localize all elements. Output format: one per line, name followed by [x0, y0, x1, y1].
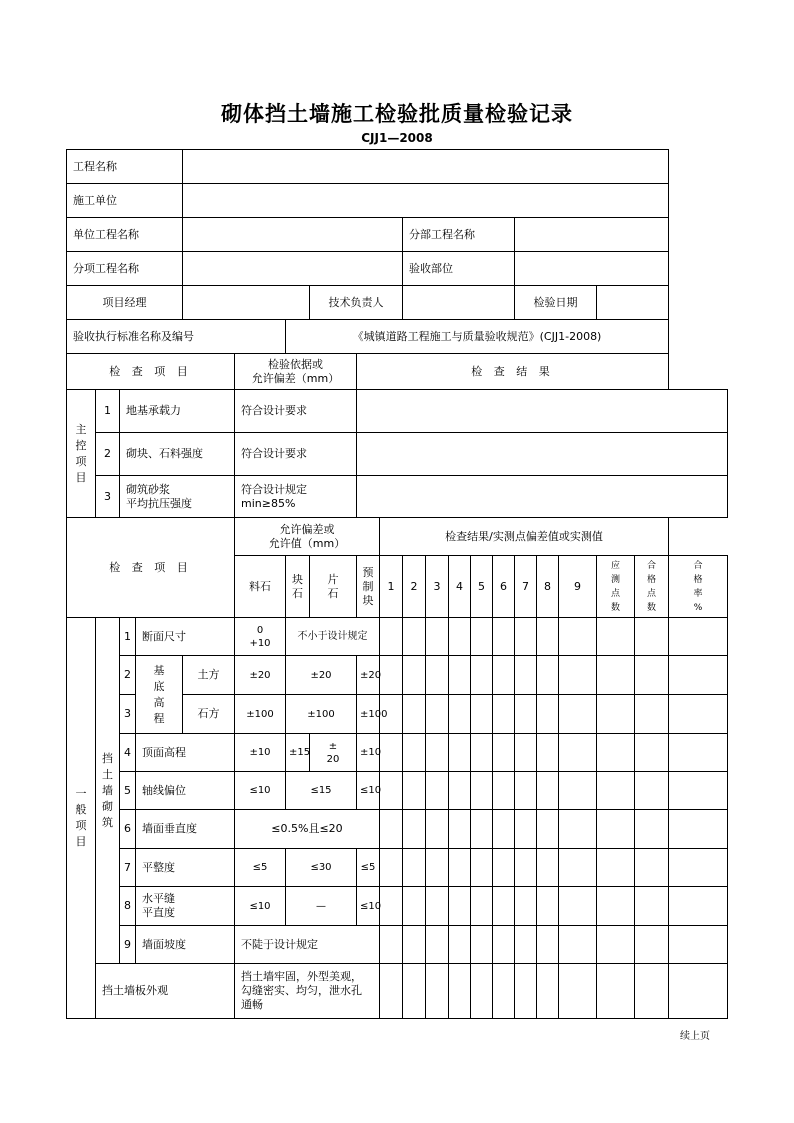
tolerance-value: ±15 — [286, 734, 310, 772]
measure-cell[interactable] — [537, 618, 559, 656]
measure-cell[interactable] — [537, 810, 559, 849]
measure-cell[interactable] — [635, 695, 669, 734]
base-elevation-label: 基 底 高 程 — [136, 656, 183, 734]
measure-cell[interactable] — [449, 810, 471, 849]
measure-cell[interactable] — [403, 695, 426, 734]
measure-cell[interactable] — [493, 618, 515, 656]
main-result-header: 检 查 结 果 — [357, 354, 669, 390]
measure-cell[interactable] — [669, 656, 728, 695]
measure-cell[interactable] — [669, 887, 728, 926]
measure-cell[interactable] — [471, 772, 493, 810]
inspection-record-table — [66, 149, 728, 1019]
tolerance-value: ≤0.5%且≤20 — [235, 810, 380, 849]
measure-cell[interactable] — [597, 656, 635, 695]
general-row-name: 墙面垂直度 — [136, 810, 235, 849]
qualified-points-col: 合 格 点 数 — [635, 556, 669, 618]
measure-cell[interactable] — [403, 772, 426, 810]
measure-cell[interactable] — [635, 734, 669, 772]
tolerance-value: ≤15 — [286, 772, 357, 810]
measure-cell[interactable] — [493, 849, 515, 887]
measure-cell[interactable] — [471, 964, 493, 1019]
measure-cell[interactable] — [493, 734, 515, 772]
point-col: 7 — [515, 556, 537, 618]
point-col: 6 — [493, 556, 515, 618]
project-name-label: 工程名称 — [67, 150, 183, 184]
measure-cell[interactable] — [669, 772, 728, 810]
inspection-date-label: 检验日期 — [515, 286, 597, 320]
project-manager-label: 项目经理 — [67, 286, 183, 320]
measure-cell[interactable] — [380, 734, 403, 772]
measure-cell[interactable] — [493, 964, 515, 1019]
measure-cell[interactable] — [559, 618, 597, 656]
technical-lead-value[interactable] — [403, 286, 515, 320]
measure-cell[interactable] — [515, 618, 537, 656]
tolerance-value: ± 20 — [310, 734, 357, 772]
tolerance-value: ≤10 — [357, 772, 380, 810]
measure-cell[interactable] — [380, 926, 403, 964]
measure-cell[interactable] — [449, 887, 471, 926]
general-row-no: 7 — [120, 849, 136, 887]
point-col: 9 — [559, 556, 597, 618]
measure-cell[interactable] — [493, 656, 515, 695]
tolerance-value: ±10 — [235, 734, 286, 772]
general-row-name: 土方 — [183, 656, 235, 695]
measure-cell[interactable] — [559, 887, 597, 926]
measure-cell[interactable] — [597, 810, 635, 849]
measure-cell[interactable] — [669, 849, 728, 887]
measure-cell[interactable] — [537, 734, 559, 772]
measure-cell[interactable] — [403, 810, 426, 849]
measure-cell[interactable] — [597, 849, 635, 887]
required-points-col: 应 测 点 数 — [597, 556, 635, 618]
general-row-name: 墙面坡度 — [136, 926, 235, 964]
measure-cell[interactable] — [515, 695, 537, 734]
tolerance-value: ≤10 — [235, 887, 286, 926]
general-row-no: 3 — [120, 695, 136, 734]
general-row-no: 6 — [120, 810, 136, 849]
inspection-part-value[interactable] — [515, 252, 669, 286]
measure-cell[interactable] — [515, 772, 537, 810]
measure-cell[interactable] — [559, 656, 597, 695]
measure-cell[interactable] — [537, 772, 559, 810]
standard-label: 验收执行标准名称及编号 — [67, 320, 286, 354]
measure-cell[interactable] — [471, 887, 493, 926]
measure-cell[interactable] — [449, 656, 471, 695]
main-item-header: 检 查 项 目 — [67, 354, 235, 390]
measure-cell[interactable] — [426, 695, 449, 734]
measure-cell[interactable] — [426, 887, 449, 926]
general-row-name: 顶面高程 — [136, 734, 235, 772]
point-col: 1 — [380, 556, 403, 618]
main-item-no: 1 — [96, 390, 120, 433]
material-col-block-stone: 块石 — [286, 556, 310, 618]
measure-cell[interactable] — [426, 656, 449, 695]
measure-cell[interactable] — [471, 926, 493, 964]
continued-note: 续上页 — [680, 1031, 710, 1042]
measure-cell[interactable] — [471, 695, 493, 734]
measure-cell[interactable] — [537, 695, 559, 734]
measure-cell[interactable] — [669, 734, 728, 772]
measure-cell[interactable] — [426, 618, 449, 656]
point-col: 5 — [471, 556, 493, 618]
main-item-name: 砌块、石料强度 — [120, 433, 235, 476]
point-col: 8 — [537, 556, 559, 618]
measure-cell[interactable] — [449, 772, 471, 810]
measure-cell[interactable] — [449, 849, 471, 887]
point-col: 3 — [426, 556, 449, 618]
tolerance-value: ±100 — [286, 695, 357, 734]
measure-cell[interactable] — [471, 810, 493, 849]
measure-cell[interactable] — [669, 618, 728, 656]
main-item-name: 地基承载力 — [120, 390, 235, 433]
measure-cell[interactable] — [537, 849, 559, 887]
main-item-result[interactable] — [357, 433, 728, 476]
point-col: 2 — [403, 556, 426, 618]
measure-cell[interactable] — [597, 695, 635, 734]
measure-cell[interactable] — [449, 618, 471, 656]
measure-cell[interactable] — [426, 849, 449, 887]
unit-project-name-value[interactable] — [183, 218, 403, 252]
measure-cell[interactable] — [380, 656, 403, 695]
measure-cell[interactable] — [635, 618, 669, 656]
measure-cell[interactable] — [559, 964, 597, 1019]
measure-cell[interactable] — [515, 849, 537, 887]
measure-cell[interactable] — [559, 734, 597, 772]
measure-cell[interactable] — [403, 849, 426, 887]
main-basis-header: 检验依据或 允许偏差（mm） — [235, 354, 357, 390]
material-col-precast-block: 预制 块 — [357, 556, 380, 618]
tolerance-value: ±20 — [235, 656, 286, 695]
measure-cell[interactable] — [669, 695, 728, 734]
measure-cell[interactable] — [635, 772, 669, 810]
measure-cell[interactable] — [515, 926, 537, 964]
main-item-no: 2 — [96, 433, 120, 476]
measure-cell[interactable] — [537, 964, 559, 1019]
tolerance-value: 不陡于设计规定 — [235, 926, 380, 964]
measure-cell[interactable] — [559, 772, 597, 810]
standard-value: 《城镇道路工程施工与质量验收规范》(CJJ1-2008) — [286, 320, 669, 354]
inspection-part-label: 验收部位 — [403, 252, 515, 286]
division-project-name-label: 分部工程名称 — [403, 218, 515, 252]
division-project-name-value[interactable] — [515, 218, 669, 252]
tolerance-value: ±100 — [235, 695, 286, 734]
general-row-no: 1 — [120, 618, 136, 656]
general-row-name: 石方 — [183, 695, 235, 734]
material-col-slab-stone: 片 石 — [310, 556, 357, 618]
measure-cell[interactable] — [597, 887, 635, 926]
unit-project-name-label: 单位工程名称 — [67, 218, 183, 252]
general-row-no: 2 — [120, 656, 136, 695]
measure-cell[interactable] — [669, 926, 728, 964]
measure-cell[interactable] — [403, 734, 426, 772]
technical-lead-label: 技术负责人 — [310, 286, 403, 320]
qualified-rate-col: 合 格 率 % — [669, 556, 728, 618]
measure-cell[interactable] — [449, 926, 471, 964]
measure-cell[interactable] — [493, 810, 515, 849]
measure-cell[interactable] — [559, 695, 597, 734]
measure-cell[interactable] — [493, 695, 515, 734]
project-manager-value[interactable] — [183, 286, 310, 320]
measure-cell[interactable] — [515, 810, 537, 849]
construction-unit-label: 施工单位 — [67, 184, 183, 218]
measure-cell[interactable] — [515, 656, 537, 695]
tolerance-value: — — [286, 887, 357, 926]
page-title: 砌体挡土墙施工检验批质量检验记录 — [221, 102, 573, 126]
tolerance-value: ±10 — [357, 734, 380, 772]
measure-cell[interactable] — [669, 810, 728, 849]
appearance-requirement: 挡土墙牢固，外型美观， 勾缝密实、均匀，泄水孔 通畅 — [235, 964, 380, 1019]
tolerance-value: ≤10 — [235, 772, 286, 810]
measure-cell[interactable] — [380, 810, 403, 849]
tolerance-value: 不小于设计规定 — [286, 618, 380, 656]
general-row-no: 9 — [120, 926, 136, 964]
measure-cell[interactable] — [537, 656, 559, 695]
general-tolerance-header: 允许偏差或 允许值（mm） — [235, 518, 380, 556]
main-item-requirement: 符合设计要求 — [235, 390, 357, 433]
measure-cell[interactable] — [597, 772, 635, 810]
general-row-name: 平整度 — [136, 849, 235, 887]
measure-cell[interactable] — [449, 964, 471, 1019]
measure-cell[interactable] — [380, 849, 403, 887]
project-name-value[interactable] — [183, 150, 669, 184]
general-row-no: 4 — [120, 734, 136, 772]
general-row-name: 轴线偏位 — [136, 772, 235, 810]
measure-cell[interactable] — [635, 656, 669, 695]
general-row-no: 8 — [120, 887, 136, 926]
measure-cell[interactable] — [380, 618, 403, 656]
tolerance-value: ≤10 — [357, 887, 380, 926]
measure-cell[interactable] — [635, 810, 669, 849]
measure-cell[interactable] — [426, 964, 449, 1019]
general-group-label: 一 般 项 目 — [67, 618, 96, 1019]
measure-cell[interactable] — [471, 849, 493, 887]
material-col-dressed-stone: 料石 — [235, 556, 286, 618]
measure-cell[interactable] — [597, 734, 635, 772]
main-control-group-label: 主 控 项 目 — [67, 390, 96, 518]
measure-cell[interactable] — [471, 618, 493, 656]
measure-cell[interactable] — [493, 772, 515, 810]
tolerance-value: ±20 — [357, 656, 380, 695]
measure-cell[interactable] — [635, 849, 669, 887]
general-item-header: 检 查 项 目 — [67, 518, 235, 618]
measure-cell[interactable] — [537, 926, 559, 964]
measure-cell[interactable] — [380, 772, 403, 810]
measure-cell[interactable] — [449, 734, 471, 772]
measure-cell[interactable] — [597, 618, 635, 656]
measure-cell[interactable] — [559, 926, 597, 964]
point-col: 4 — [449, 556, 471, 618]
measure-cell[interactable] — [380, 887, 403, 926]
main-item-name: 砌筑砂浆 平均抗压强度 — [120, 476, 235, 518]
measure-cell[interactable] — [597, 964, 635, 1019]
measure-cell[interactable] — [493, 887, 515, 926]
tolerance-value: ≤5 — [235, 849, 286, 887]
measure-cell[interactable] — [471, 656, 493, 695]
general-row-name: 水平缝 平直度 — [136, 887, 235, 926]
measure-cell[interactable] — [403, 964, 426, 1019]
measure-cell[interactable] — [515, 734, 537, 772]
measure-cell[interactable] — [426, 926, 449, 964]
measure-cell[interactable] — [669, 964, 728, 1019]
measure-cell[interactable] — [559, 810, 597, 849]
tolerance-value: ≤30 — [286, 849, 357, 887]
tolerance-value: ±100 — [357, 695, 380, 734]
main-item-result[interactable] — [357, 476, 728, 518]
measure-cell[interactable] — [403, 887, 426, 926]
measure-cell[interactable] — [635, 964, 669, 1019]
general-row-name: 断面尺寸 — [136, 618, 235, 656]
general-result-header: 检查结果/实测点偏差值或实测值 — [380, 518, 669, 556]
main-item-no: 3 — [96, 476, 120, 518]
measure-cell[interactable] — [635, 887, 669, 926]
subitem-project-name-label: 分项工程名称 — [67, 252, 183, 286]
tolerance-value: ≤5 — [357, 849, 380, 887]
measure-cell[interactable] — [493, 926, 515, 964]
main-item-result[interactable] — [357, 390, 728, 433]
measure-cell[interactable] — [426, 772, 449, 810]
tolerance-value: ±20 — [286, 656, 357, 695]
measure-cell[interactable] — [597, 926, 635, 964]
measure-cell[interactable] — [449, 695, 471, 734]
main-item-requirement: 符合设计要求 — [235, 433, 357, 476]
measure-cell[interactable] — [515, 887, 537, 926]
measure-cell[interactable] — [403, 926, 426, 964]
main-item-requirement: 符合设计规定 min≥85% — [235, 476, 357, 518]
measure-cell[interactable] — [635, 926, 669, 964]
retaining-wall-masonry-label: 挡 土 墙 砌 筑 — [96, 618, 120, 964]
measure-cell[interactable] — [471, 734, 493, 772]
appearance-label: 挡土墙板外观 — [96, 964, 235, 1019]
measure-cell[interactable] — [515, 964, 537, 1019]
inspection-date-value[interactable] — [597, 286, 669, 320]
construction-unit-value[interactable] — [183, 184, 669, 218]
measure-cell[interactable] — [426, 810, 449, 849]
measure-cell[interactable] — [537, 887, 559, 926]
general-row-no: 5 — [120, 772, 136, 810]
measure-cell[interactable] — [559, 849, 597, 887]
standard-code: CJJ1—2008 — [361, 131, 433, 145]
measure-cell[interactable] — [380, 964, 403, 1019]
measure-cell[interactable] — [403, 656, 426, 695]
tolerance-value: 0 +10 — [235, 618, 286, 656]
measure-cell[interactable] — [403, 618, 426, 656]
measure-cell[interactable] — [426, 734, 449, 772]
subitem-project-name-value[interactable] — [183, 252, 403, 286]
